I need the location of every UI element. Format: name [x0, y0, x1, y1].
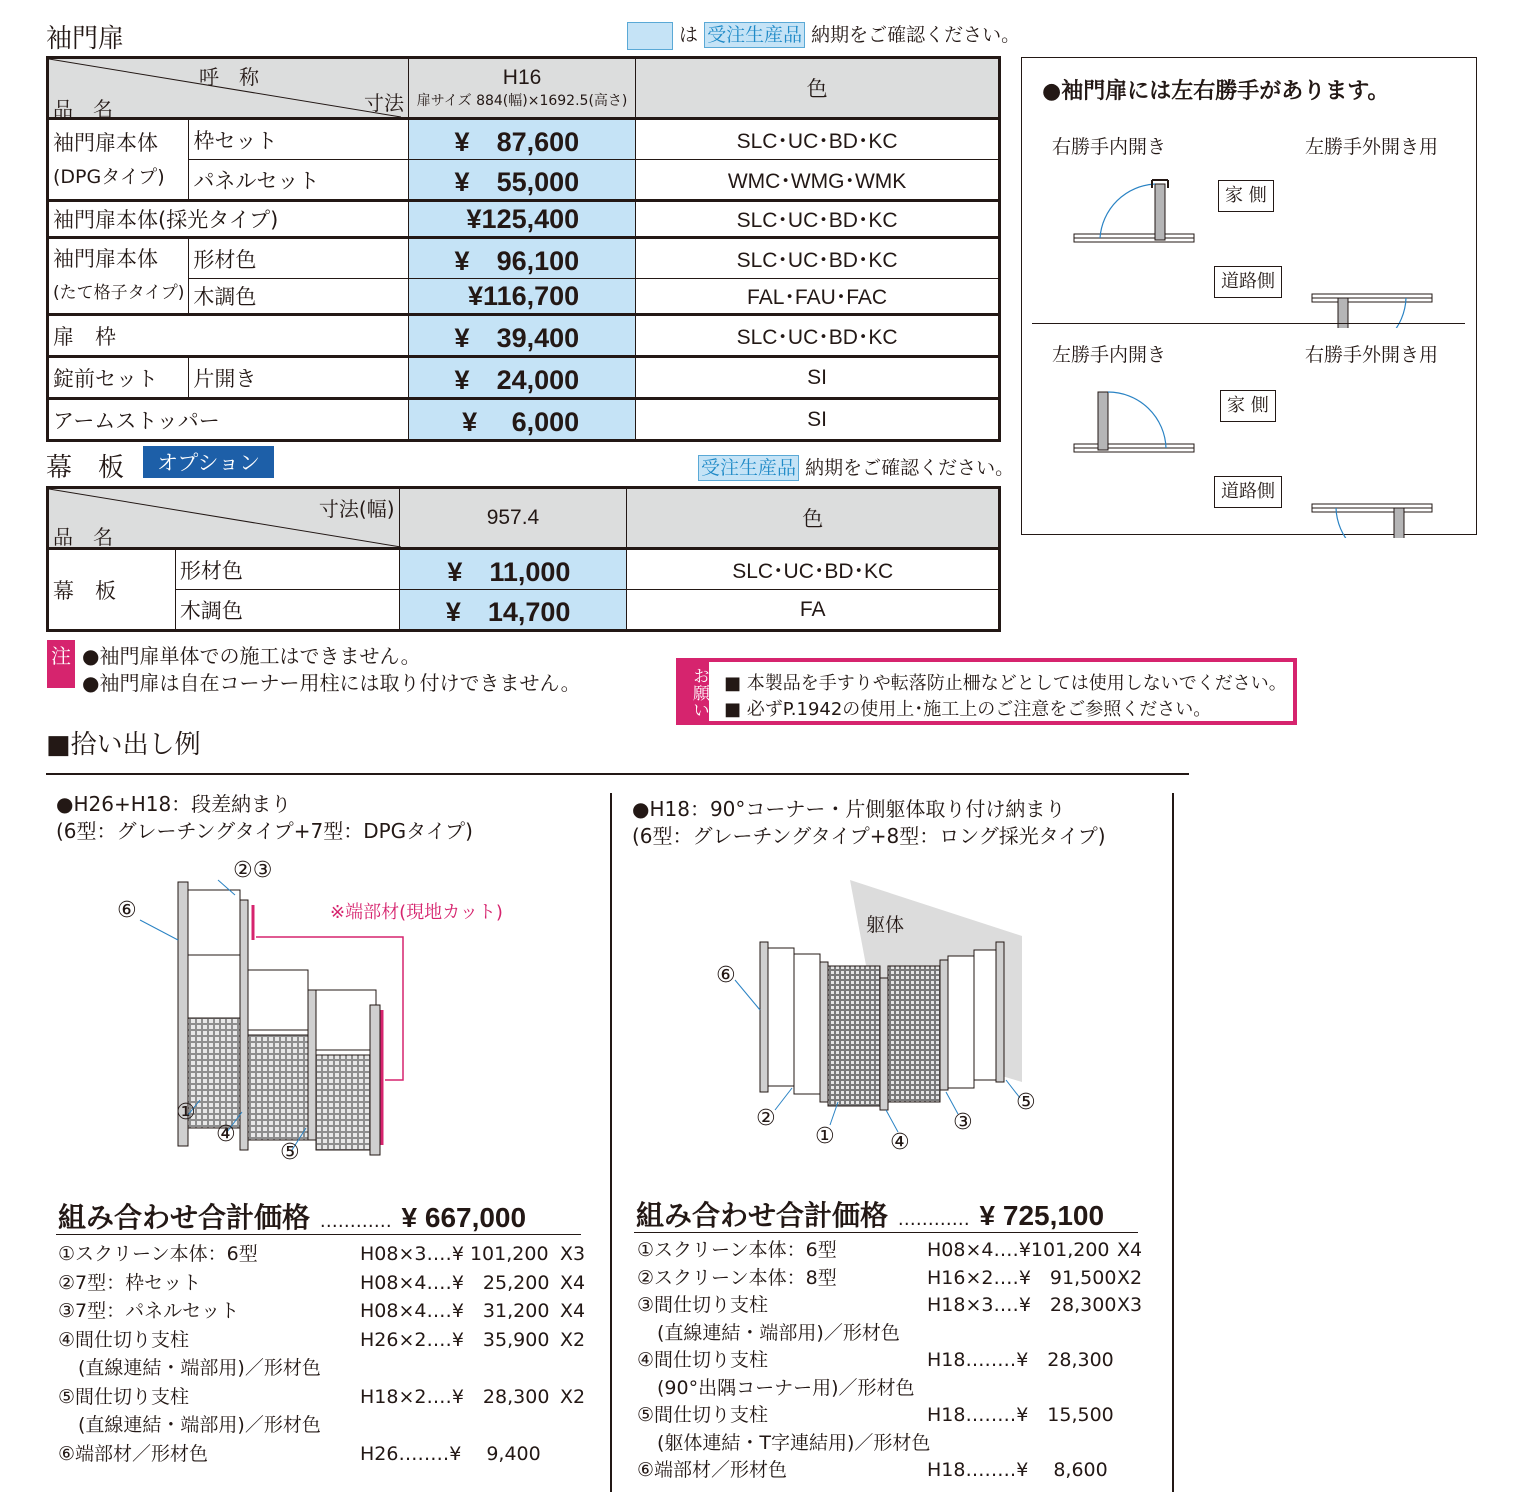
legend-swatch [627, 22, 673, 50]
row-group: アームストッパー [48, 399, 409, 441]
total-label: 組み合わせ合計価格 [636, 1199, 889, 1232]
group-sub-label: (DPGタイプ) [53, 165, 165, 188]
marker-2: ② [756, 1106, 776, 1131]
makuita-section-title: 幕 板 [46, 453, 125, 483]
makuita-price-table [46, 486, 1001, 632]
marker-5: ⑤ [1016, 1090, 1036, 1115]
legend-label: 受注生産品 [704, 22, 805, 48]
label-right-out: 右勝手外開き用 [1305, 344, 1439, 366]
ex1-caption: ●H26+H18：段差納まり [56, 792, 292, 816]
legend-note: 納期をご確認ください。 [805, 457, 1015, 479]
row-color: WMC･WMG･WMK [636, 160, 1000, 201]
header-sunpo: 寸法(幅) [318, 497, 395, 521]
list-item [637, 1375, 1157, 1403]
total-price: ¥ 725,100 [979, 1200, 1105, 1231]
marker-5: ⑤ [280, 1140, 300, 1165]
item-spec: H08×3‥‥¥ 101,200 [360, 1243, 549, 1265]
legend-label: 受注生産品 [698, 455, 799, 481]
item-qty: X4 [1117, 1239, 1143, 1261]
label-left-out: 左勝手外開き用 [1305, 136, 1439, 158]
hand-diagram-box [1021, 57, 1477, 535]
marker-6: ⑥ [117, 898, 137, 923]
header-width: 957.4 [399, 488, 627, 549]
row-sub: 枠セット [189, 119, 409, 160]
list-item [58, 1269, 598, 1298]
ex2-total [636, 1194, 1104, 1234]
row-price: ¥ 96,100 [408, 238, 635, 279]
marker-6: ⑥ [716, 963, 736, 988]
row-color: FAL･FAU･FAC [636, 279, 1000, 315]
pickup-col-divider [610, 793, 612, 1492]
item-name: (直線連結・端部用)／形材色 [78, 1414, 321, 1436]
header-hinmei: 品 名 [53, 525, 113, 549]
item-spec: H18‥‥‥‥¥ 8,600 [927, 1459, 1108, 1481]
header-iro: 色 [636, 58, 1000, 119]
item-spec: H26×2‥‥¥ 35,900 [360, 1328, 550, 1351]
marker-1: ① [815, 1124, 835, 1149]
row-price: ¥125,400 [408, 201, 635, 238]
makuita-legend [698, 453, 1014, 481]
row-sub: 木調色 [189, 279, 409, 315]
row-group: 扉 枠 [48, 315, 409, 357]
item-spec: H26‥‥‥‥¥ 9,400 [360, 1442, 541, 1465]
item-name: (直線連結・端部用)／形材色 [657, 1321, 900, 1344]
row-group: 錠前セット [48, 357, 189, 399]
row-sub: 形材色 [175, 549, 399, 590]
item-spec: H08×4‥‥¥ 25,200 [360, 1271, 550, 1294]
row-color: SI [636, 399, 1000, 441]
item-name: (90°出隅コーナー用)／形材色 [657, 1376, 915, 1399]
list-item [637, 1320, 1157, 1348]
door-legend [627, 20, 1020, 50]
item-name: ③7型：パネルセット [58, 1300, 240, 1322]
item-name: ④間仕切り支柱 [637, 1349, 769, 1371]
cut-note: ※端部材(現地カット) [330, 902, 503, 923]
item-spec: H08×4‥‥¥ 31,200 [360, 1300, 550, 1322]
row-price: ¥ 24,000 [408, 357, 635, 399]
onegai-line: ■ 本製品を手すりや転落防止柵などとしては使用しないでください。 [724, 673, 1287, 694]
note-badge: 注 [47, 640, 75, 688]
ex2-caption: ●H18：90°コーナー・片側躯体取り付け納まり [632, 797, 1066, 821]
row-group: 幕 板 [48, 549, 176, 631]
item-spec: H08×4‥‥¥101,200 [927, 1239, 1110, 1261]
total-price: ¥ 667,000 [401, 1202, 527, 1233]
header-sunpo: 寸法 [363, 91, 404, 115]
total-dots: ………… [897, 1209, 970, 1230]
list-item [58, 1411, 598, 1440]
hand-divider [1032, 323, 1465, 324]
item-qty: X4 [560, 1271, 586, 1294]
group-sub-label: (たて格子タイプ) [53, 283, 185, 303]
marker-1: ① [176, 1100, 196, 1125]
header-hinmei: 品 名 [53, 97, 113, 121]
item-spec: H18‥‥‥‥¥ 15,500 [927, 1404, 1114, 1426]
list-item [58, 1354, 598, 1383]
marker-2-3: ②③ [233, 858, 273, 883]
onegai-badge: お願い [679, 661, 709, 724]
house-side-label: 家 側 [1218, 180, 1274, 212]
header-size: 扉サイズ 884(幅)×1692.5(高さ) [416, 93, 628, 109]
item-name: (躯体連結・T字連結用)／形材色 [657, 1431, 931, 1454]
house-side-label: 家 側 [1220, 390, 1276, 422]
ex1-item-list [58, 1240, 598, 1468]
item-name: ④間仕切り支柱 [58, 1328, 190, 1351]
pickup-rule [46, 773, 1189, 775]
item-name: ⑥端部材／形材色 [58, 1442, 209, 1465]
item-qty: X2 [560, 1328, 586, 1351]
marker-4: ④ [890, 1130, 910, 1155]
ex2-item-list [637, 1237, 1157, 1485]
header-h16: H16 [502, 66, 542, 89]
row-sub: 形材色 [189, 238, 409, 279]
item-name: ③間仕切り支柱 [637, 1294, 769, 1316]
row-price: ¥116,700 [408, 279, 635, 315]
onegai-line: ■ 必ずP.1942の使用上･施工上のご注意をご参照ください。 [724, 699, 1212, 720]
row-color: FA [627, 590, 1000, 631]
item-qty: X2 [1117, 1266, 1143, 1289]
row-color: SLC･UC･BD･KC [636, 119, 1000, 160]
marker-3: ③ [953, 1110, 973, 1135]
row-group-dpg [48, 119, 189, 201]
door-price-table [46, 56, 1001, 442]
group-label: 袖門扉本体 [53, 130, 158, 155]
list-item [58, 1240, 598, 1269]
item-spec: H18‥‥‥‥¥ 28,300 [927, 1349, 1114, 1371]
road-side-label: 道路側 [1214, 476, 1282, 508]
list-item [637, 1402, 1157, 1430]
ex1-total-rule [56, 1234, 581, 1235]
row-color: SI [636, 357, 1000, 399]
item-name: ②7型：枠セット [58, 1271, 202, 1294]
hand-diagram-top [1022, 158, 1476, 328]
row-sub: パネルセット [189, 160, 409, 201]
legend-ha: は [679, 24, 699, 46]
marker-4: ④ [216, 1122, 236, 1147]
kutai-label: 躯体 [866, 914, 905, 936]
item-name: ⑥端部材／形材色 [637, 1459, 788, 1481]
list-item [637, 1457, 1157, 1485]
list-item [58, 1440, 598, 1469]
row-price: ¥ 39,400 [408, 315, 635, 357]
list-item [58, 1297, 598, 1326]
item-spec: H18×3‥‥¥ 28,300 [927, 1294, 1117, 1316]
row-price: ¥ 6,000 [408, 399, 635, 441]
row-price: ¥ 87,600 [408, 119, 635, 160]
total-label: 組み合わせ合計価格 [58, 1201, 311, 1234]
item-qty: X3 [1117, 1294, 1143, 1316]
option-badge: オプション [143, 446, 274, 478]
row-color: SLC･UC･BD･KC [636, 238, 1000, 279]
row-price: ¥ 55,000 [408, 160, 635, 201]
row-color: SLC･UC･BD･KC [627, 549, 1000, 590]
row-sub: 木調色 [175, 590, 399, 631]
legend-note: 納期をご確認ください。 [811, 24, 1021, 46]
hand-title: ●袖門扉には左右勝手があります。 [1042, 79, 1390, 104]
header-h16-cell [408, 58, 635, 119]
item-name: (直線連結・端部用)／形材色 [78, 1357, 321, 1379]
door-section-title: 袖門扉 [46, 24, 125, 54]
pickup-title: ■拾い出し例 [46, 730, 201, 760]
group-label: 袖門扉本体 [53, 247, 158, 271]
ex2-caption-sub: (6型：グレーチングタイプ+8型：ロング採光タイプ) [632, 824, 1106, 848]
label-left-in: 左勝手内開き [1052, 344, 1167, 366]
list-item [637, 1430, 1157, 1458]
road-side-label: 道路側 [1214, 266, 1282, 298]
note-line: ●袖門扉は自在コーナー用柱には取り付けできません。 [82, 671, 581, 695]
item-name: ⑤間仕切り支柱 [637, 1404, 769, 1426]
list-item [637, 1292, 1157, 1320]
list-item [58, 1326, 598, 1355]
note-line: ●袖門扉単体での施工はできません。 [82, 644, 421, 668]
row-price: ¥ 14,700 [399, 590, 627, 631]
row-sub: 片開き [189, 357, 409, 399]
pickup-right-rule [1172, 793, 1174, 1492]
row-color: SLC･UC･BD･KC [636, 315, 1000, 357]
item-spec: H18×2‥‥¥ 28,300 [360, 1385, 550, 1408]
list-item [58, 1383, 598, 1412]
header-diagonal-cell [48, 488, 400, 549]
item-name: ①スクリーン本体：6型 [637, 1239, 837, 1261]
ex1-total [58, 1196, 526, 1236]
item-name: ①スクリーン本体：6型 [58, 1243, 258, 1265]
item-qty: X2 [560, 1385, 586, 1408]
ex1-caption-sub: (6型：グレーチングタイプ+7型：DPGタイプ) [56, 819, 473, 843]
item-name: ②スクリーン本体：8型 [637, 1266, 837, 1289]
item-spec: H16×2‥‥¥ 91,500 [927, 1266, 1117, 1289]
list-item [637, 1347, 1157, 1375]
item-qty: X3 [560, 1243, 586, 1265]
label-right-in: 右勝手内開き [1052, 136, 1167, 158]
header-yobi: 呼 称 [199, 65, 259, 89]
row-price: ¥ 11,000 [399, 549, 627, 590]
header-diagonal-cell [48, 58, 409, 119]
ex1-illustration [100, 850, 540, 1180]
item-name: ⑤間仕切り支柱 [58, 1385, 190, 1408]
hand-diagram-bottom [1022, 368, 1476, 538]
total-dots: ………… [319, 1211, 392, 1232]
row-group-tategoshi [48, 238, 189, 315]
item-qty: X4 [560, 1300, 586, 1322]
onegai-box [676, 658, 1297, 725]
list-item [637, 1265, 1157, 1293]
row-group: 袖門扉本体(採光タイプ) [48, 201, 409, 238]
list-item [637, 1237, 1157, 1265]
header-iro: 色 [627, 488, 1000, 549]
ex2-total-rule [634, 1232, 1138, 1233]
row-color: SLC･UC･BD･KC [636, 201, 1000, 238]
